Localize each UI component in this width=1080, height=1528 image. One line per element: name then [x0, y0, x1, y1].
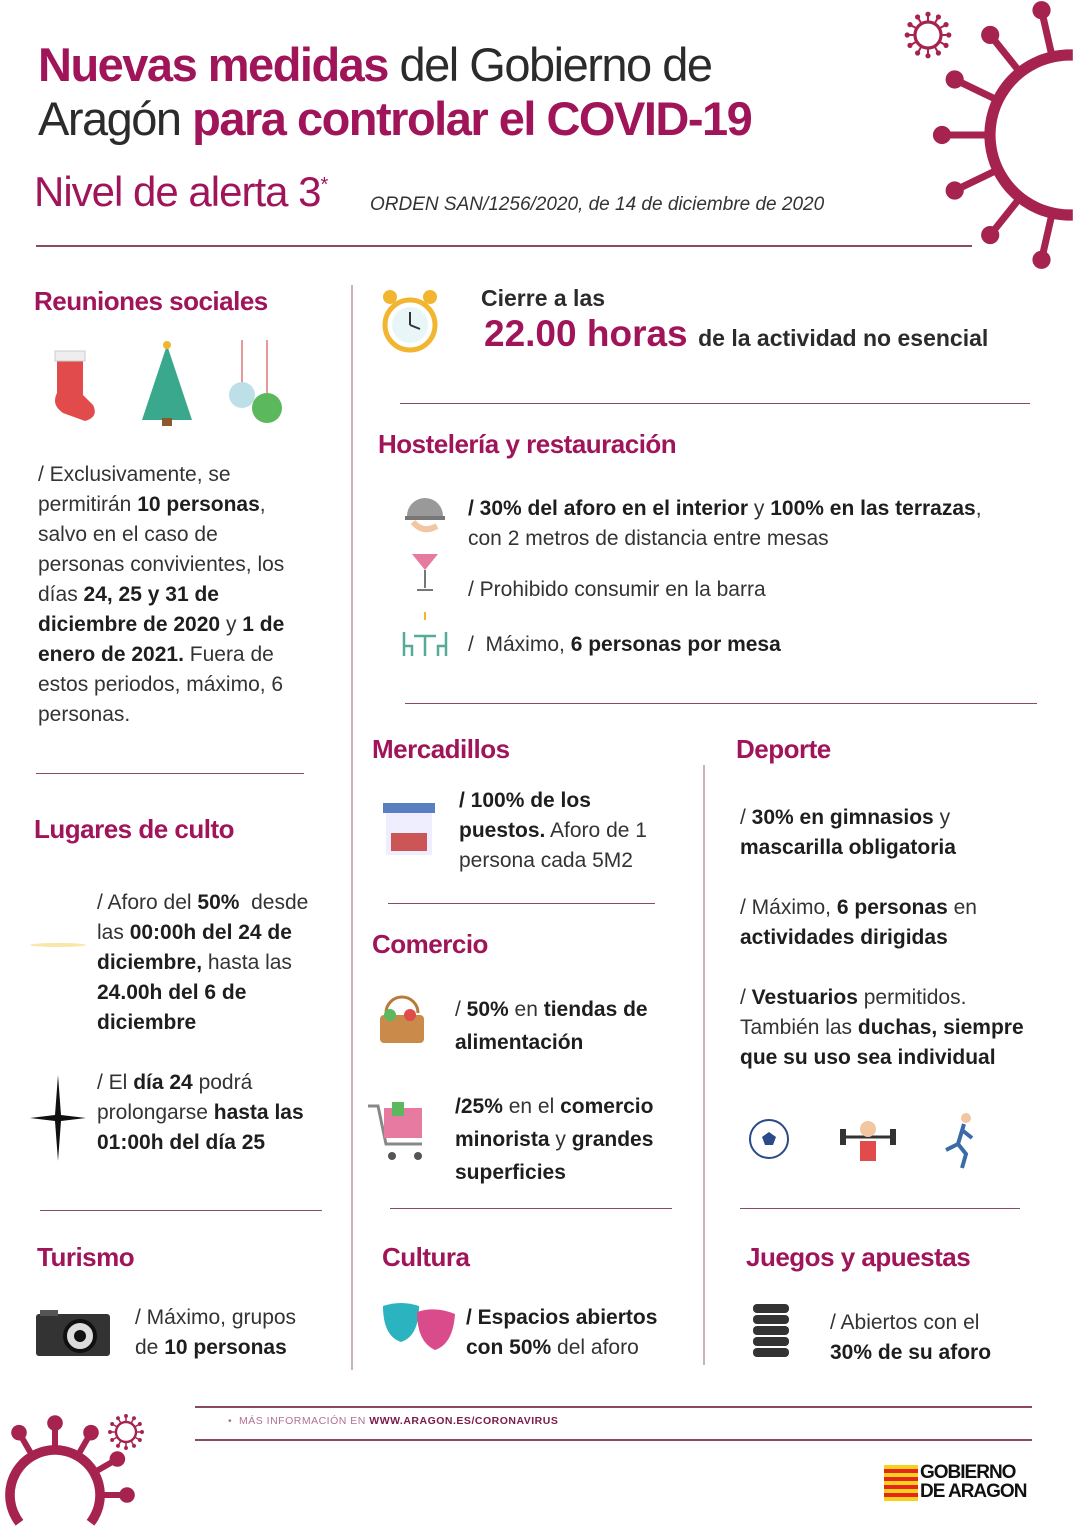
text-line — [740, 803, 956, 833]
text-line — [740, 983, 1024, 1013]
candle-light-icon — [30, 935, 90, 955]
text-line — [97, 1008, 308, 1038]
section-title-juegos: Juegos y apuestas — [746, 1242, 971, 1272]
alarm-clock-icon — [380, 285, 440, 357]
text: También las — [740, 1016, 858, 1039]
text-line — [468, 494, 982, 524]
text-line — [97, 1128, 304, 1158]
text: y — [748, 497, 771, 520]
runner-icon — [940, 1112, 980, 1170]
hosteleria-text-2 — [468, 575, 766, 605]
text-line — [38, 92, 751, 146]
text: , — [975, 497, 982, 520]
bold-text: / 30% del aforo en el interior — [468, 497, 749, 520]
text: días — [38, 583, 84, 606]
text-line — [38, 580, 284, 610]
christmas-tree-icon — [137, 340, 197, 430]
text-line — [455, 1026, 648, 1059]
cloche-icon — [403, 492, 447, 536]
text-line — [459, 786, 647, 816]
bold-text: 30% de su aforo — [830, 1341, 992, 1364]
gobierno-aragon-logo: GOBIERNO DE ARAGON — [884, 1463, 1036, 1503]
bold-text: comercio — [560, 1095, 654, 1118]
text: salvo en el caso de — [38, 523, 218, 546]
deporte-text-3 — [740, 983, 1024, 1073]
bold-text: duchas, siempre — [857, 1016, 1024, 1039]
text: en el — [502, 1095, 561, 1118]
bold-text: Nuevas medidas — [38, 38, 388, 91]
text: Aforo de 1 — [545, 819, 647, 842]
bold-text: 10 personas — [164, 1336, 287, 1359]
text-line — [455, 1156, 653, 1189]
text: / Máximo, — [468, 633, 571, 656]
text: personas convivientes, los — [38, 553, 285, 576]
bold-text: diciembre de 2020 — [38, 613, 221, 636]
text: / Aforo del — [97, 891, 198, 914]
cierre-time-row — [484, 313, 988, 355]
text-line — [97, 948, 308, 978]
cierre-rest: de la actividad no esencial — [698, 325, 989, 351]
text-line — [740, 833, 956, 863]
culto-text-2 — [97, 1068, 304, 1158]
bold-text: diciembre, — [97, 951, 203, 974]
text-line — [135, 1333, 296, 1363]
divider — [388, 903, 655, 904]
text: y — [933, 806, 951, 829]
divider — [740, 1208, 1020, 1209]
bold-text: puestos. — [459, 819, 546, 842]
bold-text: con 50% — [466, 1336, 552, 1359]
reuniones-text — [38, 460, 284, 730]
text: las — [97, 921, 130, 944]
culto-text-1 — [97, 888, 308, 1038]
text: del aforo — [551, 1336, 639, 1359]
bold-text: 24.00h del 6 de — [97, 981, 247, 1004]
table-chairs-icon — [400, 612, 450, 658]
text-line — [468, 575, 766, 605]
comercio-text-1 — [455, 993, 648, 1059]
text-line — [135, 1303, 296, 1333]
text: / — [455, 998, 467, 1021]
text-line — [740, 1013, 1024, 1043]
text: en — [508, 998, 544, 1021]
text-line — [459, 816, 647, 846]
text: permitidos. — [857, 986, 967, 1009]
aragon-flag-icon — [884, 1465, 918, 1501]
market-stall-icon — [383, 803, 435, 857]
bold-text: /25% — [455, 1095, 503, 1118]
text-line — [97, 1098, 304, 1128]
bold-text: 6 personas — [836, 896, 948, 919]
virus-icon — [108, 1414, 144, 1450]
text-line — [38, 700, 284, 730]
mercadillos-text — [459, 786, 647, 876]
theater-masks-icon — [381, 1302, 457, 1352]
bold-text: 1 de — [242, 613, 285, 636]
text-line — [97, 918, 308, 948]
bold-text: 10 personas — [137, 493, 260, 516]
text: / El — [97, 1071, 134, 1094]
christmas-ornaments-icon — [225, 340, 285, 430]
bold-text: que su uso sea individual — [740, 1046, 996, 1069]
bold-text: 50% — [197, 891, 240, 914]
bold-text: alimentación — [455, 1031, 584, 1054]
bold-text: 100% en las terrazas — [770, 497, 976, 520]
text: / — [740, 986, 752, 1009]
bold-text: diciembre — [97, 1011, 197, 1034]
camera-icon — [36, 1308, 110, 1356]
text: personas. — [38, 703, 131, 726]
text: estos periodos, máximo, 6 — [38, 673, 284, 696]
text-line — [740, 1043, 1024, 1073]
text: en — [947, 896, 977, 919]
text-line — [38, 640, 284, 670]
divider — [195, 1439, 1032, 1441]
hosteleria-text-1 — [468, 494, 982, 554]
cierre-time: 22.00 horas — [484, 313, 688, 354]
text: / Abiertos con el — [830, 1311, 980, 1334]
text-line — [459, 846, 647, 876]
virus-icon — [905, 12, 952, 59]
text: persona cada 5M2 — [459, 849, 633, 872]
bold-text: / 100% de los — [459, 789, 591, 812]
cierre-label: Cierre a las — [481, 285, 606, 311]
text: y — [549, 1128, 572, 1151]
bold-text: / Espacios abiertos — [466, 1306, 658, 1329]
divider — [390, 1208, 672, 1209]
order-reference: ORDEN SAN/1256/2020, de 14 de diciembre de 2020 — [370, 194, 825, 215]
text-line — [38, 550, 284, 580]
bold-text: mascarilla obligatoria — [740, 836, 956, 859]
hosteleria-text-3 — [468, 630, 781, 660]
shopping-cart-icon — [368, 1100, 432, 1164]
text: del Gobierno de — [387, 38, 712, 91]
divider — [351, 285, 353, 1370]
text: / Máximo, — [740, 896, 837, 919]
section-title-mercadillos: Mercadillos — [372, 734, 510, 764]
text: prolongarse — [97, 1101, 214, 1124]
text: Aragón — [38, 92, 193, 145]
bold-text: 50% — [466, 998, 509, 1021]
casino-chips-icon — [749, 1302, 793, 1358]
text: / Máximo, grupos — [135, 1306, 297, 1329]
text: y — [220, 613, 243, 636]
cultura-text — [466, 1303, 657, 1363]
food-basket-icon — [376, 993, 428, 1047]
text: / — [740, 806, 752, 829]
weightlifter-icon — [838, 1115, 898, 1165]
text-line — [97, 888, 308, 918]
bold-text: 6 personas por mesa — [570, 633, 781, 656]
divider — [703, 765, 705, 1365]
comercio-text-2 — [455, 1090, 653, 1189]
divider — [195, 1406, 1032, 1408]
text-line — [830, 1308, 991, 1338]
bold-text: 30% en gimnasios — [751, 806, 934, 829]
text: podrá — [192, 1071, 253, 1094]
text-line — [38, 610, 284, 640]
text: Fuera de — [183, 643, 274, 666]
section-title-hosteleria: Hostelería y restauración — [378, 429, 677, 459]
text: con 2 metros de distancia entre mesas — [468, 527, 829, 550]
text-line — [455, 1090, 653, 1123]
divider — [40, 1210, 322, 1211]
bold-text: hasta las — [213, 1101, 304, 1124]
text: desde — [239, 891, 309, 914]
bold-text: enero de 2021. — [38, 643, 184, 666]
deporte-text-1 — [740, 803, 956, 863]
alert-level: Nivel de alerta 3* — [34, 168, 328, 215]
text-line — [38, 460, 284, 490]
text: hasta las — [202, 951, 292, 974]
star-icon — [30, 1075, 86, 1161]
soccer-ball-icon — [748, 1118, 790, 1160]
divider — [36, 773, 304, 774]
bold-text: 00:00h del 24 de — [129, 921, 292, 944]
divider — [405, 703, 1037, 704]
text-line — [468, 630, 781, 660]
section-title-culto: Lugares de culto — [34, 814, 235, 844]
section-title-comercio: Comercio — [372, 929, 488, 959]
text: / Prohibido consumir en la barra — [468, 578, 766, 601]
text-line — [466, 1303, 657, 1333]
section-title-cultura: Cultura — [382, 1242, 470, 1272]
bold-text: superficies — [455, 1161, 566, 1184]
info-link[interactable]: WWW.ARAGON.ES/CORONAVIRUS — [369, 1415, 559, 1427]
bold-text: tiendas de — [543, 998, 648, 1021]
bold-text: para controlar el COVID-19 — [192, 92, 752, 145]
divider — [36, 245, 972, 247]
section-title-deporte: Deporte — [736, 734, 831, 764]
text-line — [97, 1068, 304, 1098]
text-line — [38, 520, 284, 550]
section-title-reuniones: Reuniones sociales — [34, 286, 268, 316]
text: permitirán — [38, 493, 138, 516]
bold-text: minorista — [455, 1128, 550, 1151]
text-line — [38, 490, 284, 520]
text: de — [135, 1336, 165, 1359]
text-line — [455, 1123, 653, 1156]
bold-text: grandes — [571, 1128, 654, 1151]
section-title-turismo: Turismo — [37, 1242, 135, 1272]
divider — [400, 403, 1030, 404]
text-line — [740, 893, 977, 923]
cocktail-icon — [410, 550, 440, 594]
more-info: • MÁS INFORMACIÓN EN WWW.ARAGON.ES/CORONAVIRUS — [228, 1415, 559, 1427]
text-line — [468, 524, 982, 554]
bold-text: 24, 25 y 31 de — [83, 583, 219, 606]
bold-text: Vestuarios — [751, 986, 858, 1009]
christmas-stocking-icon — [45, 345, 100, 425]
title-line-1 — [38, 38, 711, 92]
turismo-text — [135, 1303, 296, 1363]
bold-text: actividades dirigidas — [740, 926, 948, 949]
text-line — [38, 670, 284, 700]
text-line — [455, 993, 648, 1026]
text-line — [740, 923, 977, 953]
bold-text: día 24 — [133, 1071, 193, 1094]
bold-text: 01:00h del día 25 — [97, 1131, 266, 1154]
text-line — [38, 38, 711, 92]
virus-icon — [933, 1, 1073, 269]
deporte-text-2 — [740, 893, 977, 953]
text: , — [259, 493, 266, 516]
text: / Exclusivamente, se — [38, 463, 231, 486]
text-line — [830, 1338, 991, 1368]
text-line — [97, 978, 308, 1008]
title-line-2 — [38, 92, 751, 146]
juegos-text — [830, 1308, 991, 1368]
text-line — [466, 1333, 657, 1363]
